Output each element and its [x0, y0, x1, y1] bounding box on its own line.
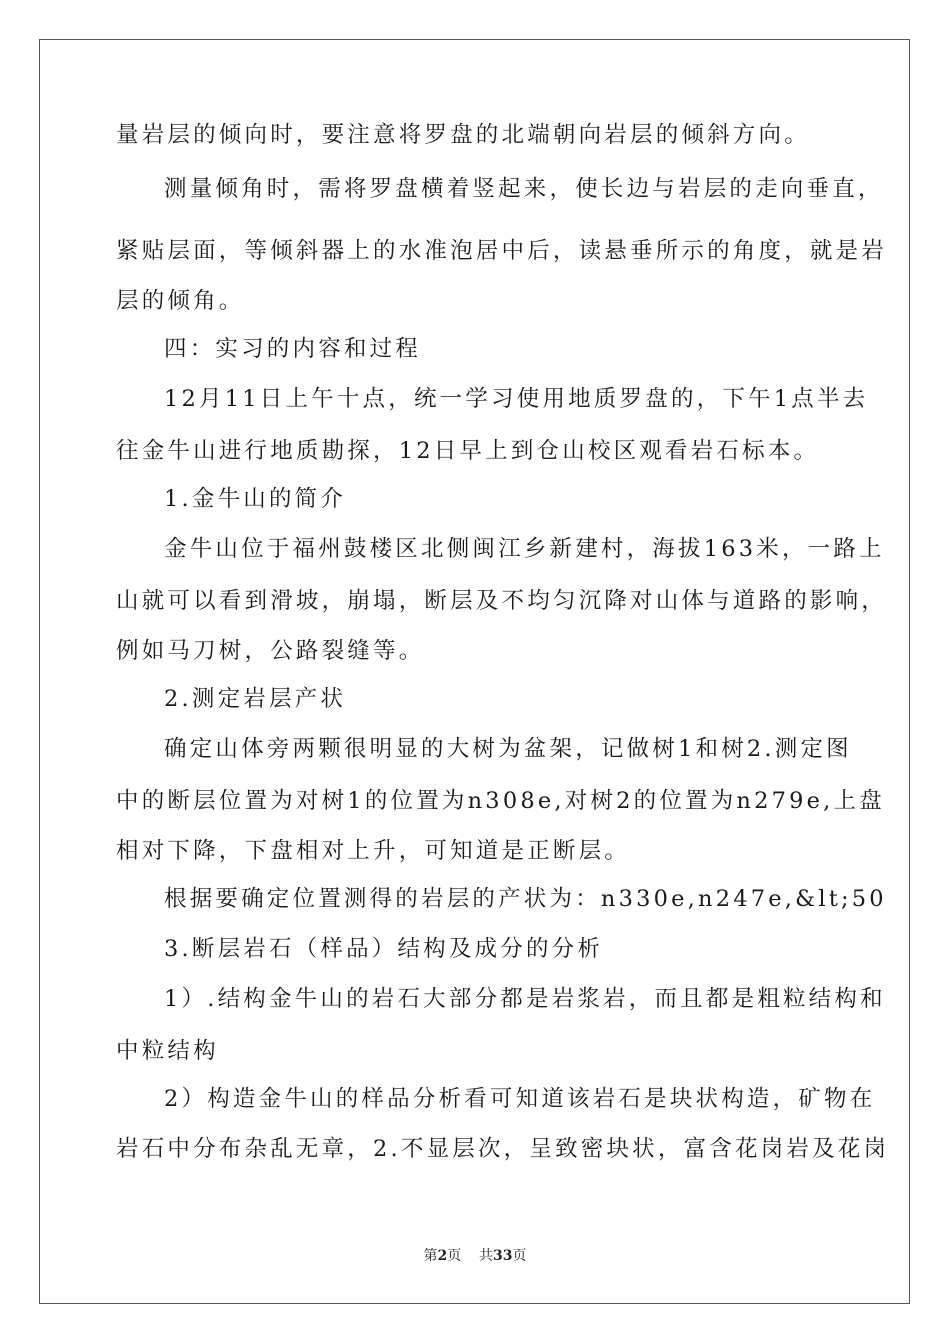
text-line: 测量倾角时，需将罗盘横着竖起来，使长边与岩层的走向垂直， — [164, 176, 884, 202]
page-footer — [0, 1245, 950, 1265]
text-line: 例如马刀树，公路裂缝等。 — [116, 638, 425, 664]
page-border — [39, 39, 910, 1304]
text-line: 根据要确定位置测得的岩层的产状为：n330e,n247e,&lt;50 — [164, 886, 887, 912]
total-pages: 33 — [493, 1248, 513, 1264]
section-heading: 3.断层岩石（样品）结构及成分的分析 — [164, 936, 604, 962]
text-line: 中粒结构 — [116, 1038, 219, 1064]
text-line: 相对下降，下盘相对上升，可知道是正断层。 — [116, 838, 631, 864]
text-line: 山就可以看到滑坡，崩塌，断层及不均匀沉降对山体与道路的影响， — [116, 588, 888, 614]
text-line: 中的断层位置为对树1的位置为n308e,对树2的位置为n279e,上盘 — [116, 788, 885, 814]
text-line: 岩石中分布杂乱无章，2.不显层次，呈致密块状，富含花岗岩及花岗 — [116, 1136, 890, 1162]
total-suffix: 页 — [512, 1248, 527, 1264]
text-line: 紧贴层面，等倾斜器上的水准泡居中后，读悬垂所示的角度，就是岩 — [116, 238, 888, 264]
text-line: 2）构造金牛山的样品分析看可知道该岩石是块状构造，矿物在 — [164, 1086, 876, 1112]
page-number: 2 — [437, 1248, 448, 1264]
page-suffix: 页 — [447, 1248, 462, 1264]
text-line: 1）.结构金牛山的岩石大部分都是岩浆岩，而且都是粗粒结构和 — [164, 986, 886, 1012]
text-line: 层的倾角。 — [116, 288, 245, 314]
section-heading: 1.金牛山的简介 — [164, 486, 347, 512]
page-prefix: 第 — [423, 1248, 438, 1264]
text-line: 往金牛山进行地质勘探，12日早上到仓山校区观看岩石标本。 — [116, 438, 820, 464]
section-heading: 四：实习的内容和过程 — [164, 336, 422, 362]
text-line: 12月11日上午十点，统一学习使用地质罗盘的，下午1点半去 — [164, 386, 869, 412]
text-line: 确定山体旁两颗很明显的大树为盆架，记做树1和树2.测定图 — [164, 736, 852, 762]
section-heading: 2.测定岩层产状 — [164, 686, 347, 712]
text-line: 金牛山位于福州鼓楼区北侧闽江乡新建村，海拔163米，一路上 — [164, 536, 885, 562]
total-prefix: 共 — [479, 1248, 494, 1264]
text-line: 量岩层的倾向时，要注意将罗盘的北端朝向岩层的倾斜方向。 — [116, 122, 810, 148]
